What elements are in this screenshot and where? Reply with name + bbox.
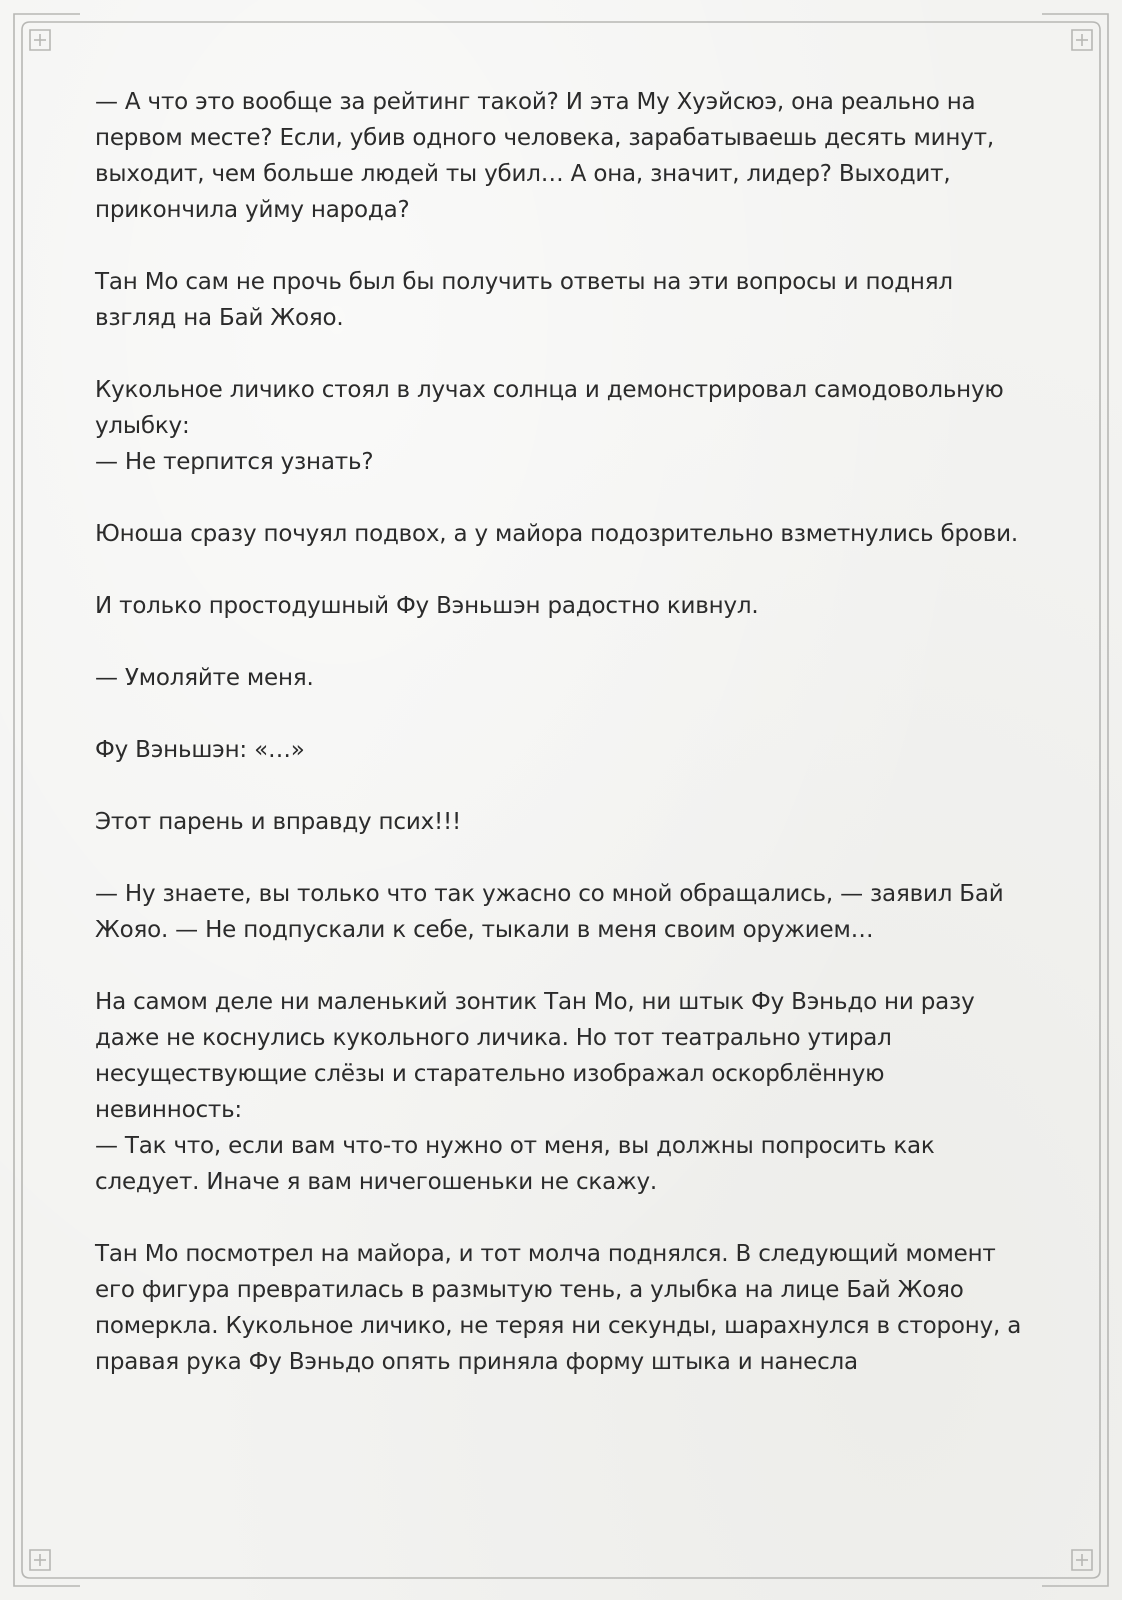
paragraph-line: — Не терпится узнать? <box>95 449 374 475</box>
paragraph <box>95 804 1030 840</box>
paragraph <box>95 516 1030 552</box>
paragraph-line: Этот парень и вправду псих!!! <box>95 809 462 835</box>
paragraph <box>95 984 1030 1200</box>
corner-ornament-bottom-left <box>14 1520 80 1586</box>
paragraph <box>95 1236 1030 1380</box>
paragraph <box>95 264 1030 336</box>
corner-ornament-top-left <box>14 14 80 80</box>
corner-ornament-bottom-right <box>1042 1520 1108 1586</box>
paragraph-line: Фу Вэньшэн: «…» <box>95 737 305 763</box>
paragraph-line: Кукольное личико стоял в лучах солнца и демонстрировал самодовольную улыбку: <box>95 377 1004 439</box>
paragraph <box>95 84 1030 228</box>
paragraph-line: — Так что, если вам что-то нужно от меня, вы должны попросить как следует. Иначе я вам ничегошеньки не скажу. <box>95 1133 935 1195</box>
paragraph-line: — Ну знаете, вы только что так ужасно со мной обращались, — заявил Бай Жояо. — Не подпускали к себе, тыкали в меня своим оружием… <box>95 881 1004 943</box>
paragraph <box>95 732 1030 768</box>
paragraph <box>95 372 1030 480</box>
paragraph-line: И только простодушный Фу Вэньшэн радостно кивнул. <box>95 593 759 619</box>
paragraph-line: Тан Мо посмотрел на майора, и тот молча поднялся. В следующий момент его фигура превратилась в размытую тень, а улыбка на лице Бай Жояо померкла. Кукольное личико, не теряя ни секунды, шарахнулся в сторону, а правая рука Фу Вэньдо опять приняла форму штыка и нанесла <box>95 1241 1022 1375</box>
corner-ornament-top-right <box>1042 14 1108 80</box>
paragraph-line: Юноша сразу почуял подвох, а у майора подозрительно взметнулись брови. <box>95 521 1018 547</box>
paragraph-line: — А что это вообще за рейтинг такой? И эта Му Хуэйсюэ, она реально на первом месте? Если, убив одного человека, зарабатываешь десять минут, выходит, чем больше людей ты убил… А она, значит, лидер? Выходит, прикончила уйму народа? <box>95 89 994 223</box>
paragraph <box>95 660 1030 696</box>
paragraph-line: — Умоляйте меня. <box>95 665 314 691</box>
document-body <box>95 84 1030 1416</box>
paragraph <box>95 588 1030 624</box>
paragraph-line: Тан Мо сам не прочь был бы получить ответы на эти вопросы и поднял взгляд на Бай Жояо. <box>95 269 953 331</box>
paragraph-line: На самом деле ни маленький зонтик Тан Мо, ни штык Фу Вэньдо ни разу даже не коснулись кукольного личика. Но тот театрально утирал несуществующие слёзы и старательно изображал оскорблённую невинность: <box>95 989 975 1123</box>
paragraph <box>95 876 1030 948</box>
